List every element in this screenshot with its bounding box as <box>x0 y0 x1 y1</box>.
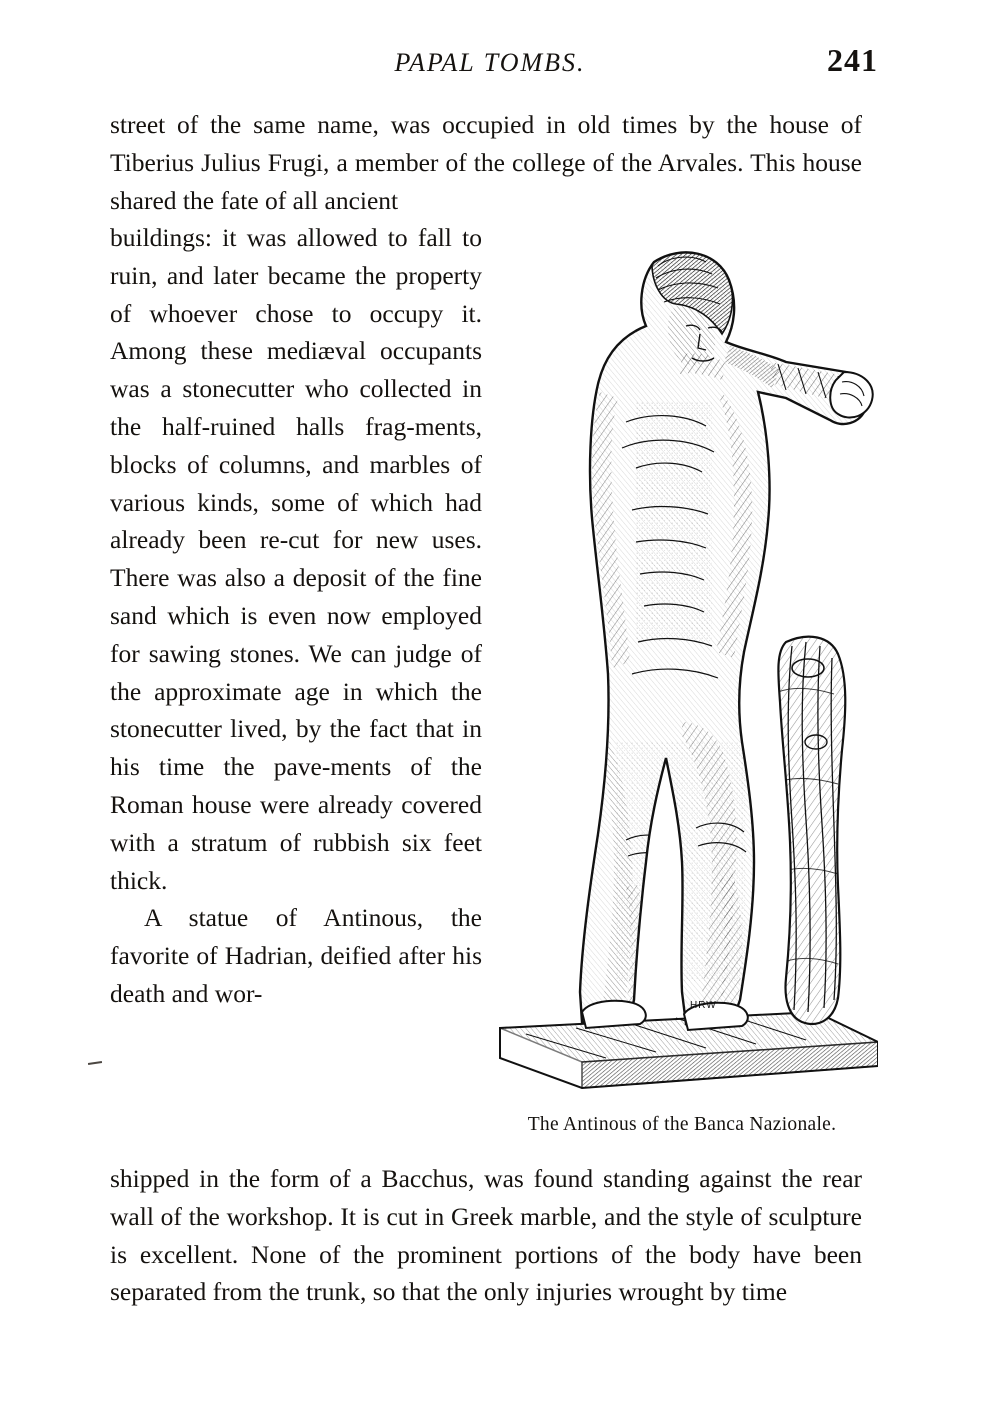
paragraph-left-main: buildings: it was allowed to fall to ruin, and later became the property of whoever chose to occupy it. Among these mediæval occupants was a stonecutter who collected in the half-ruined halls frag-ments, blocks of columns, and marbles of various kinds, some of which had already been re-cut for new uses. There was also a deposit of the fine sand which is even now employed for sawing stones. We can judge of the approximate age in which the stonecutter lived, by the fact that in his time the pave-ments of the Roman house were already covered with a stratum of rubbish six feet thick. <box>110 223 482 895</box>
paragraph-top: street of the same name, was occupied in old times by the house of Tiberius Julius Frugi, a member of the college of the Arvales. This house shared the fate of all ancient <box>110 110 862 215</box>
page-header <box>110 42 878 86</box>
svg-text:HRW: HRW <box>690 1000 717 1011</box>
illustration-antinous <box>486 222 878 1132</box>
paragraph-bottom: shipped in the form of a Bacchus, was found standing against the rear wall of the workshop. It is cut in Greek marble, and the style of sculpture is excellent. None of the prominent portions of the body have been separated from the trunk, so that the only injuries wrought by time <box>110 1164 862 1307</box>
margin-tick-mark <box>88 1061 102 1065</box>
statue-tree-trunk <box>772 632 852 1032</box>
paragraph-left-statue: A statue of Antinous, the favorite of Hadrian, deified after his death and wor- <box>110 903 482 1008</box>
running-head: PAPAL TOMBS. <box>394 48 586 77</box>
left-column-text <box>110 219 482 1013</box>
figure-caption: The Antinous of the Banca Nazionale. <box>527 1114 837 1135</box>
page-number: 241 <box>827 42 878 78</box>
